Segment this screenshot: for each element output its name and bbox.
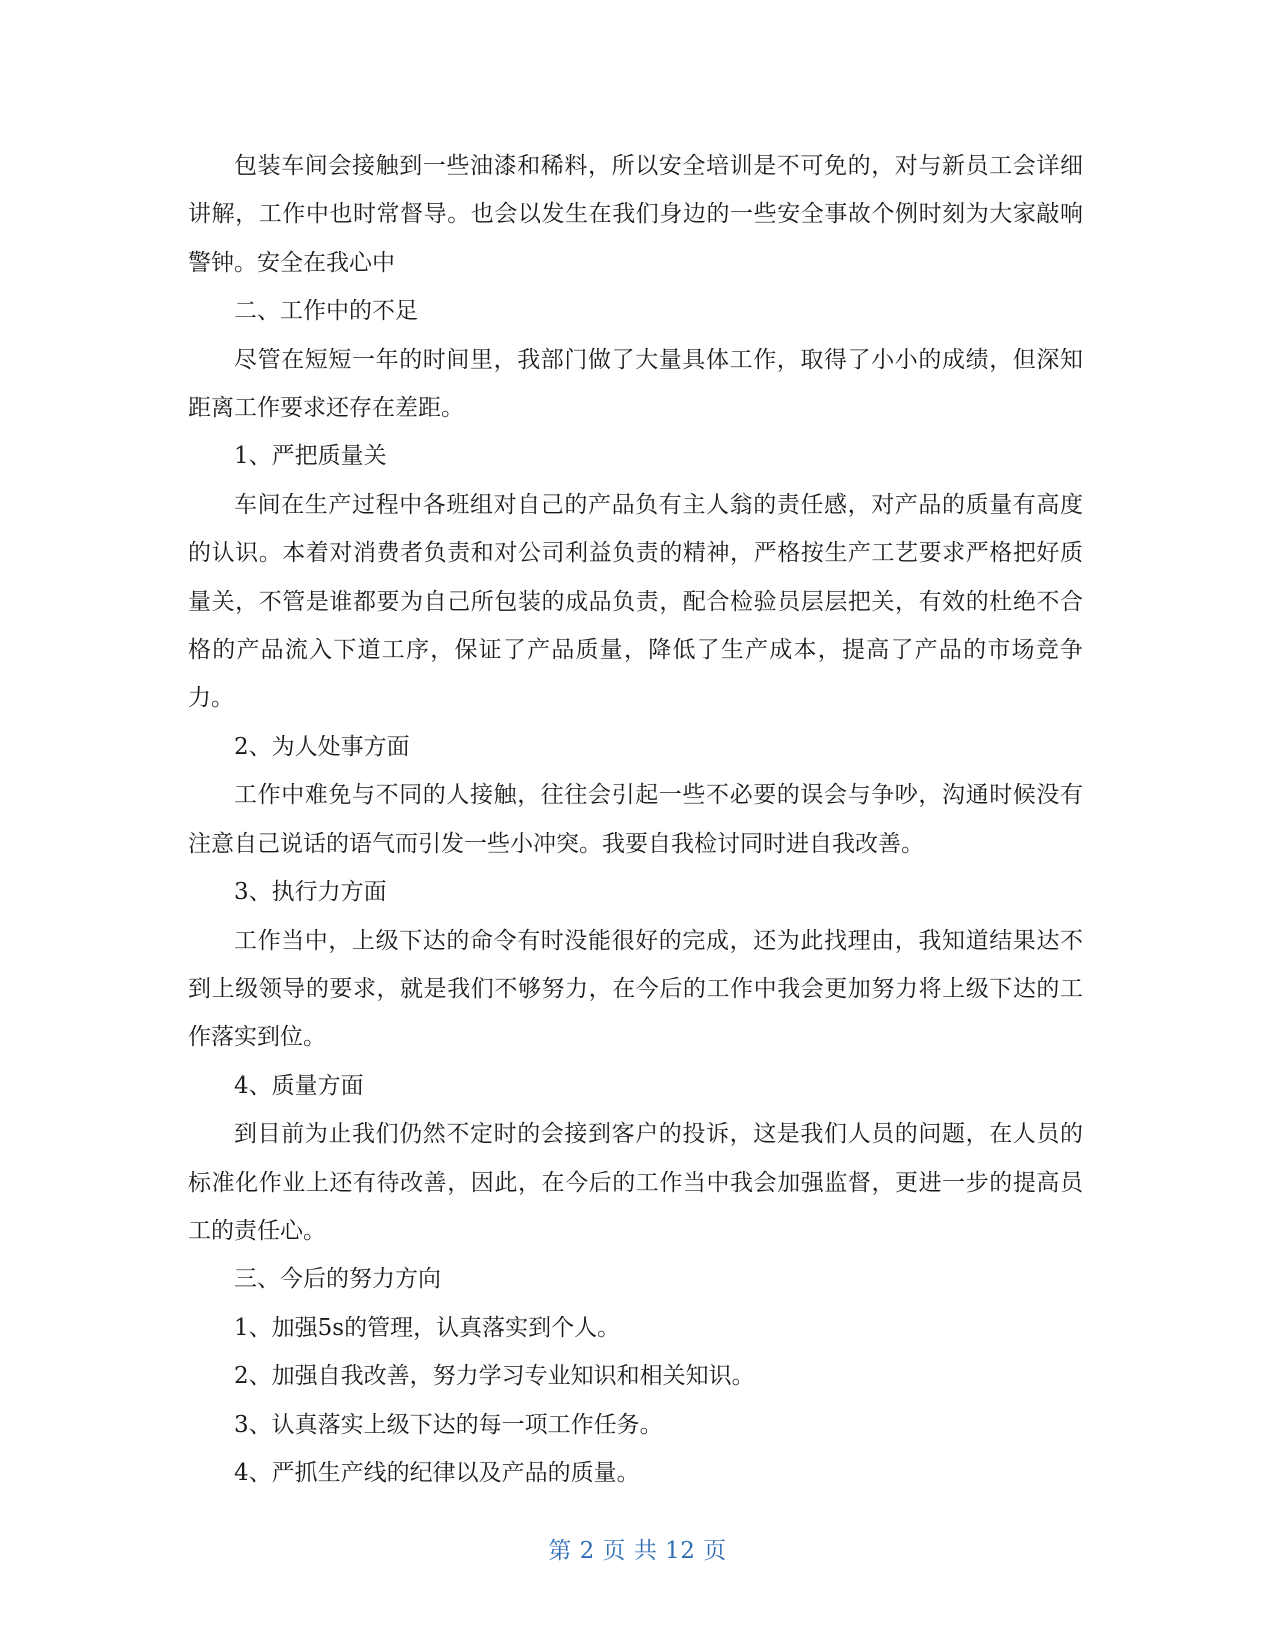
subsection-heading: 2、为人处事方面: [234, 733, 410, 760]
list-item: 3、认真落实上级下达的每一项工作任务。: [234, 1411, 663, 1438]
section-heading: 二、工作中的不足: [234, 298, 418, 325]
body-paragraph: 尽管在短短一年的时间里，我部门做了大量具体工作，取得了小小的成绩，但深知距离工作要求还存在差距。: [188, 346, 1083, 422]
document-body: [188, 142, 1083, 1497]
subsection-heading: 3、执行力方面: [234, 879, 387, 906]
body-paragraph: 车间在生产过程中各班组对自己的产品负有主人翁的责任感，对产品的质量有高度的认识。本着对消费者负责和对公司利益负责的精神，严格按生产工艺要求严格把好质量关，不管是谁都要为自己所包装的成品负责，配合检验员层层把关，有效的杜绝不合格的产品流入下道工序，保证了产品质量，降低了生产成本，提高了产品的市场竞争力。: [188, 491, 1083, 712]
page-footer: [0, 1532, 1275, 1565]
list-item: 1、加强5s的管理，认真落实到个人。: [234, 1314, 621, 1341]
body-paragraph: 工作当中，上级下达的命令有时没能很好的完成，还为此找理由，我知道结果达不到上级领导的要求，就是我们不够努力，在今后的工作中我会更加努力将上级下达的工作落实到位。: [188, 927, 1083, 1051]
body-paragraph: 包装车间会接触到一些油漆和稀料，所以安全培训是不可免的，对与新员工会详细讲解，工作中也时常督导。也会以发生在我们身边的一些安全事故个例时刻为大家敲响警钟。安全在我心中: [188, 153, 1083, 276]
section-heading: 三、今后的努力方向: [234, 1266, 441, 1293]
body-paragraph: 工作中难免与不同的人接触，往往会引起一些不必要的误会与争吵，沟通时候没有注意自己说话的语气而引发一些小冲突。我要自我检讨同时进自我改善。: [188, 782, 1083, 857]
body-paragraph: 到目前为止我们仍然不定时的会接到客户的投诉，这是我们人员的问题，在人员的标准化作业上还有待改善，因此，在今后的工作当中我会加强监督，更进一步的提高员工的责任心。: [188, 1121, 1083, 1244]
page-number: 第 2 页 共 12 页: [548, 1538, 727, 1564]
subsection-heading: 1、严把质量关: [234, 443, 387, 470]
list-item: 2、加强自我改善，努力学习专业知识和相关知识。: [234, 1363, 755, 1390]
list-item: 4、严抓生产线的纪律以及产品的质量。: [234, 1459, 640, 1486]
subsection-heading: 4、质量方面: [234, 1072, 364, 1099]
